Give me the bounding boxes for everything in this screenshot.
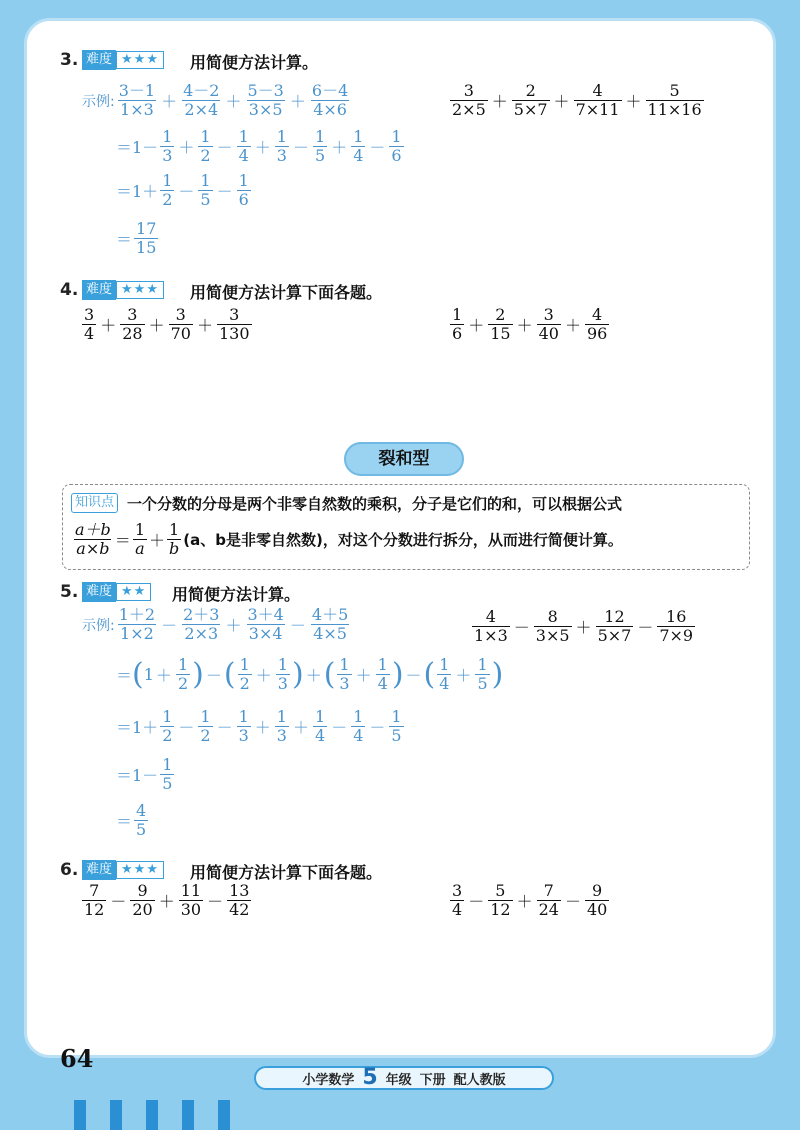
q5-problem-expression: $\frac{4}{1\times 3}$ － $\frac{8}{3\times 5}$ ＋ $\frac{12}{5\times 7}$ － $\frac{16}{7\times 9}$ (474, 607, 694, 645)
difficulty-label: 难度 (82, 860, 116, 880)
knowledge-line-1: 一个分数的分母是两个非零自然数的乘积，分子是它们的和，可以根据公式 (127, 495, 623, 513)
footer-subject: 小学数学 (302, 1072, 355, 1088)
knowledge-tag: 知识点 (71, 493, 118, 513)
footer-grade-suffix: 年级 (385, 1072, 412, 1088)
knowledge-formula: $\frac{a+b}{a\times b}$ ＝ $\frac{1}{a}$ ＋ $\frac{1}{b}$ (a、b是非零自然数)，对这个分数进行拆分，从而进行简便计算。 (75, 520, 623, 558)
section-title: 裂和型 (344, 442, 464, 476)
q4-right-expression: $\frac{1}{6}$ ＋ $\frac{2}{15}$ ＋ $\frac{3}{40}$ ＋ $\frac{4}{96}$ (452, 305, 608, 343)
footer-book-info (254, 1066, 554, 1090)
q6-right-expression: $\frac{3}{4}$ － $\frac{5}{12}$ ＋ $\frac{7}{24}$ － $\frac{9}{40}$ (452, 881, 608, 919)
q5-example-line-2: ＝ ( 1 ＋ $\frac{1}{2}$ ) － ( $\frac{1}{2}$ ＋ $\frac{1}{3}$ ) ＋ ( $\frac{1}{3}$ ＋ $\frac{1}{4}$ ) － ( $\frac{1}{4}$ ＋ $\frac{1}{5}$ ) (116, 655, 504, 693)
q3-example-line-1: 示例: $\frac{3-1}{1\times 3}$ ＋ $\frac{4-2}{2\times 4}$ ＋ $\frac{5-3}{3\times 5}$ ＋ $\frac{6-4}{4\times 6}$ (82, 81, 349, 119)
edge-tab (74, 1100, 86, 1130)
question-5-text: 用简便方法计算。 (172, 585, 301, 604)
difficulty-stars: ★★ (116, 583, 151, 601)
q4-left-expression: $\frac{3}{4}$ ＋ $\frac{3}{28}$ ＋ $\frac{3}{70}$ ＋ $\frac{3}{130}$ (84, 305, 250, 343)
footer-volume: 下册 (419, 1072, 446, 1088)
example-label: 示例: (82, 93, 115, 110)
difficulty-label: 难度 (82, 280, 116, 300)
q5-example-line-5: ＝ $\frac{4}{5}$ (116, 801, 147, 839)
q3-problem-expression: $\frac{3}{2\times 5}$ ＋ $\frac{2}{5\times 7}$ ＋ $\frac{4}{7\times 11}$ ＋ $\frac{5}{11\times 16}$ (452, 81, 702, 119)
question-5-difficulty (82, 582, 151, 602)
question-3-text: 用简便方法计算。 (190, 53, 319, 72)
question-4-difficulty (82, 280, 164, 300)
question-5-number: 5. (60, 582, 79, 602)
difficulty-label: 难度 (82, 50, 116, 70)
q5-example-line-3: ＝1＋ $\frac{1}{2}$ － $\frac{1}{2}$ － $\frac{1}{3}$ ＋ $\frac{1}{3}$ ＋ $\frac{1}{4}$ － $\frac{1}{4}$ － $\frac{1}{5}$ (116, 707, 402, 745)
question-4-number: 4. (60, 280, 79, 300)
q5-example-line-4: ＝1－ $\frac{1}{5}$ (116, 755, 173, 793)
knowledge-box (62, 484, 750, 570)
q3-example-line-4: ＝ $\frac{17}{15}$ (116, 219, 157, 257)
q3-example-line-2: ＝1－ $\frac{1}{3}$ ＋ $\frac{1}{2}$ － $\frac{1}{4}$ ＋ $\frac{1}{3}$ － $\frac{1}{5}$ ＋ $\frac{1}{4}$ － $\frac{1}{6}$ (116, 127, 402, 165)
edge-tab (146, 1100, 158, 1130)
edge-tab (182, 1100, 194, 1130)
footer-edition: 配人教版 (453, 1072, 506, 1088)
footer-grade: 5 (362, 1065, 378, 1090)
page-number: 64 (60, 1044, 94, 1073)
question-6-text: 用简便方法计算下面各题。 (190, 863, 383, 882)
question-4-text: 用简便方法计算下面各题。 (190, 283, 383, 302)
difficulty-stars: ★★★ (116, 51, 164, 69)
edge-tab (110, 1100, 122, 1130)
question-3-number: 3. (60, 50, 79, 70)
question-6-number: 6. (60, 860, 79, 880)
difficulty-stars: ★★★ (116, 861, 164, 879)
difficulty-label: 难度 (82, 582, 116, 602)
q5-example-line-1: 示例: $\frac{1+2}{1\times 2}$ － $\frac{2+3}{2\times 3}$ ＋ $\frac{3+4}{3\times 4}$ － $\frac{4+5}{4\times 5}$ (82, 605, 349, 643)
question-6-difficulty (82, 860, 164, 880)
difficulty-stars: ★★★ (116, 281, 164, 299)
example-label: 示例: (82, 617, 115, 634)
knowledge-line-2: (a、b是非零自然数)，对这个分数进行拆分，从而进行简便计算。 (183, 531, 623, 549)
q6-left-expression: $\frac{7}{12}$ － $\frac{9}{20}$ ＋ $\frac{11}{30}$ － $\frac{13}{42}$ (84, 881, 250, 919)
edge-tab (218, 1100, 230, 1130)
question-3-difficulty (82, 50, 164, 70)
q3-example-line-3: ＝1＋ $\frac{1}{2}$ － $\frac{1}{5}$ － $\frac{1}{6}$ (116, 171, 249, 209)
